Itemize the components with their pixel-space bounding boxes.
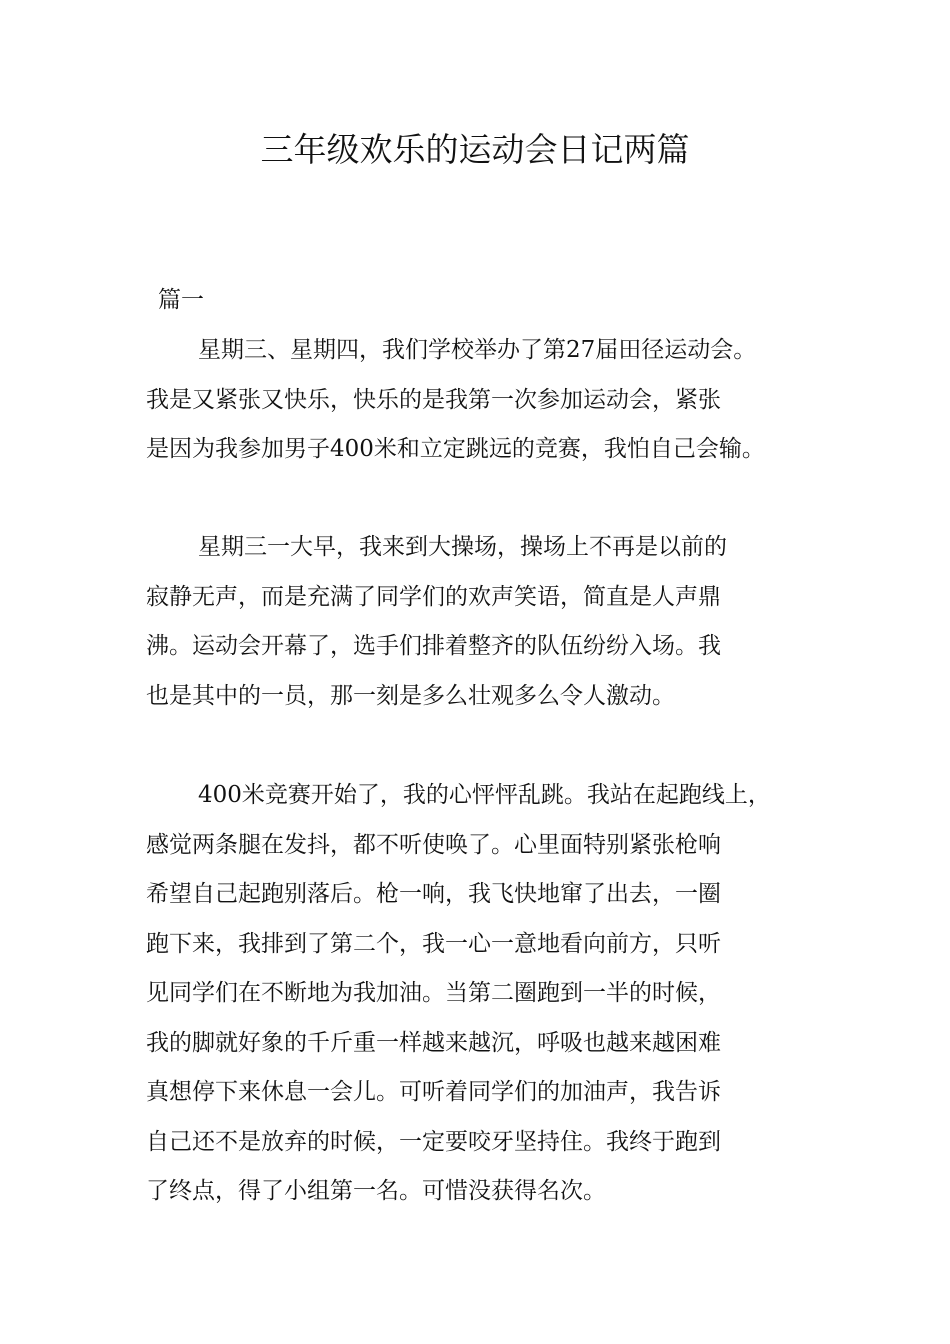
section-heading: 篇一 xyxy=(158,287,204,313)
paragraph-line: 真想停下来休息一会儿。可听着同学们的加油声，我告诉 xyxy=(146,1079,721,1105)
paragraph-line: 星期三一大早，我来到大操场，操场上不再是以前的 xyxy=(198,534,727,560)
paragraph-line: 寂静无声，而是充满了同学们的欢声笑语，简直是人声鼎 xyxy=(146,583,721,610)
paragraph-line: 自己还不是放弃的时候，一定要咬牙坚持住。我终于跑到 xyxy=(146,1128,721,1155)
paragraph-line: 也是其中的一员，那一刻是多么壮观多么令人激动。 xyxy=(146,682,675,709)
paragraph-line: 了终点，得了小组第一名。可惜没获得名次。 xyxy=(146,1178,606,1204)
paragraph-line: 希望自己起跑别落后。枪一响，我飞快地窜了出去，一圈 xyxy=(146,881,721,907)
paragraph-line: 见同学们在不断地为我加油。当第二圈跑到一半的时候， xyxy=(146,980,721,1006)
paragraph-1 xyxy=(146,326,821,475)
paragraph-line: 我的脚就好象的千斤重一样越来越沉，呼吸也越来越困难 xyxy=(146,1029,721,1056)
paragraph-line: 400米竞赛开始了，我的心怦怦乱跳。我站在起跑线上， xyxy=(198,782,771,808)
paragraph-2 xyxy=(146,523,821,721)
document-title: 三年级欢乐的运动会日记两篇 xyxy=(260,130,690,169)
paragraph-line: 星期三、星期四，我们学校举办了第27届田径运动会。 xyxy=(198,337,757,363)
paragraph-line: 沸。运动会开幕了，选手们排着整齐的队伍纷纷入场。我 xyxy=(146,633,721,659)
paragraph-line: 感觉两条腿在发抖，都不听使唤了。心里面特别紧张枪响 xyxy=(146,831,721,858)
paragraph-3 xyxy=(146,771,821,1217)
paragraph-line: 我是又紧张又快乐，快乐的是我第一次参加运动会，紧张 xyxy=(146,386,721,413)
paragraph-line: 跑下来，我排到了第二个，我一心一意地看向前方，只听 xyxy=(146,930,721,957)
paragraph-line: 是因为我参加男子400米和立定跳远的竞赛，我怕自己会输。 xyxy=(146,436,765,462)
